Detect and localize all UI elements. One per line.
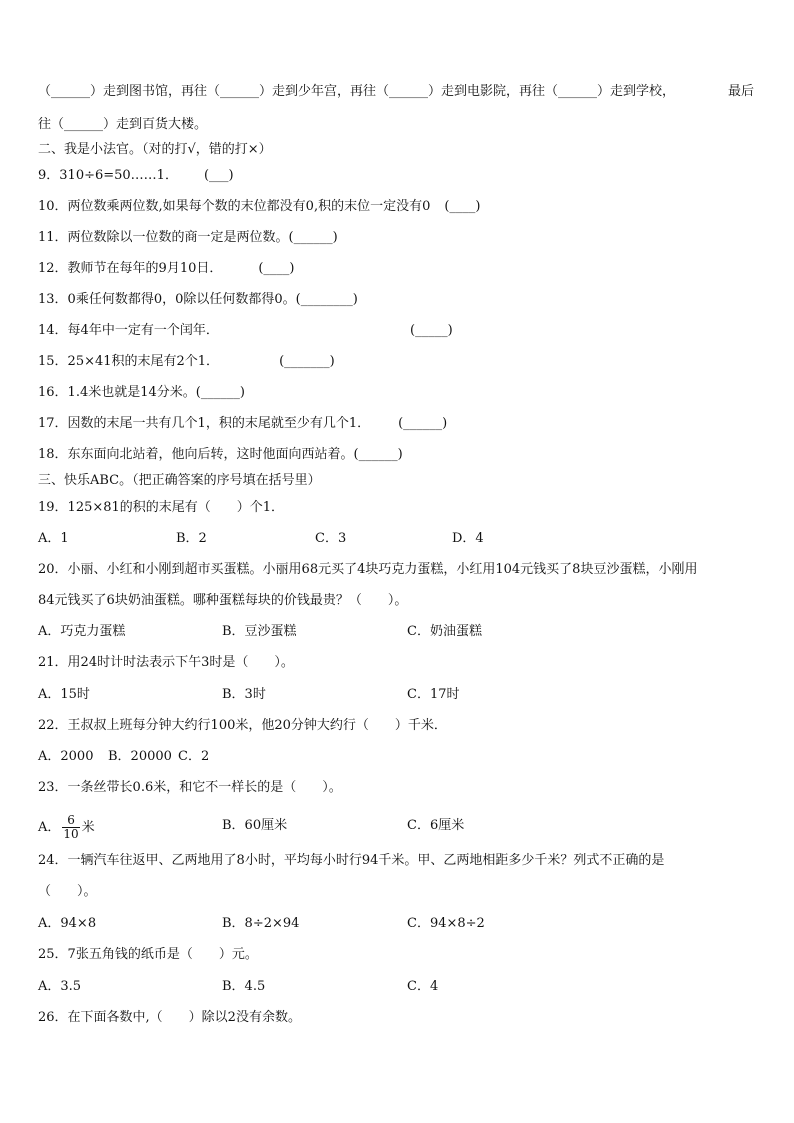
answer-blank[interactable]: (____) <box>444 199 481 214</box>
option-c[interactable]: C．2 <box>178 749 210 764</box>
continuation-line-1 <box>38 84 675 100</box>
question-18: 18．东东面向北站着，他向后转，这时他面向西站着。(______) <box>38 447 403 462</box>
answer-blank[interactable]: (_______) <box>279 354 335 369</box>
option-a[interactable]: A．1 <box>38 531 69 546</box>
option-b[interactable]: B．4.5 <box>222 979 266 994</box>
answer-blank[interactable]: (______) <box>288 230 338 245</box>
question-26: 26．在下面各数中,（ ）除以2没有余数。 <box>38 1010 301 1025</box>
question-22-options <box>38 748 758 766</box>
question-24-line-2: （ ）。 <box>38 884 97 899</box>
option-c[interactable]: C．4 <box>407 979 439 994</box>
question-20-line-2: 84元钱买了6块奶油蛋糕。哪种蛋糕每块的价钱最贵？（ ）。 <box>38 593 408 608</box>
answer-blank[interactable]: (____) <box>258 261 295 276</box>
question-12: 12．教师节在每年的9月10日． (____) <box>38 261 295 276</box>
option-c[interactable]: C．94×8÷2 <box>407 916 485 931</box>
answer-blank[interactable]: (________) <box>295 292 358 307</box>
question-19-options <box>38 530 758 548</box>
continuation-line-2: 往（______）走到百货大楼。 <box>38 117 208 132</box>
section-heading-judge: 二、我是小法官。（对的打√，错的打×） <box>38 142 272 157</box>
question-21: 21．用24时计时法表示下午3时是（ ）。 <box>38 655 294 670</box>
option-c[interactable]: C．3 <box>315 531 347 546</box>
question-15: 15．25×41积的末尾有2个1． (_______) <box>38 354 335 369</box>
answer-blank[interactable]: (______) <box>195 385 245 400</box>
question-23: 23．一条丝带长0.6米，和它不一样长的是（ ）。 <box>38 780 342 795</box>
continuation-text: （______）走到图书馆，再往（______）走到少年宫，再往（______）走到电影院，再往（______）走到学校， <box>38 84 676 99</box>
section-heading-choice: 三、快乐ABC。（把正确答案的序号填在括号里） <box>38 473 321 488</box>
option-d[interactable]: D．4 <box>452 531 484 546</box>
option-b[interactable]: B．3时 <box>222 687 266 702</box>
question-25: 25．7张五角钱的纸币是（ ）元。 <box>38 947 258 962</box>
option-a[interactable]: A．2000 <box>38 749 94 764</box>
continuation-line-1-end: 最后 <box>728 84 755 99</box>
question-25-options <box>38 978 758 996</box>
fraction: $\frac{6}{10}$ <box>63 813 79 841</box>
question-21-options <box>38 686 758 704</box>
option-a[interactable]: A． $\frac{6}{10}$ 米 <box>38 813 95 841</box>
option-b[interactable]: B．20000 <box>108 749 172 764</box>
question-22: 22．王叔叔上班每分钟大约行100米，他20分钟大约行（ ）千米． <box>38 718 447 733</box>
question-11: 11．两位数除以一位数的商一定是两位数。(______) <box>38 230 338 245</box>
question-10: 10．两位数乘两位数,如果每个数的末位都没有0,积的末位一定没有0 (____) <box>38 199 481 214</box>
option-a[interactable]: A．94×8 <box>38 916 97 931</box>
answer-blank[interactable]: (___) <box>203 168 234 183</box>
question-16: 16．1.4米也就是14分米。(______) <box>38 385 245 400</box>
option-a[interactable]: A．3.5 <box>38 979 82 994</box>
option-c[interactable]: C．奶油蛋糕 <box>407 624 482 639</box>
answer-blank[interactable]: (______) <box>398 416 448 431</box>
option-b[interactable]: B．8÷2×94 <box>222 916 300 931</box>
question-17: 17．因数的末尾一共有几个1，积的末尾就至少有几个1． (______) <box>38 416 448 431</box>
question-9: 9．310÷6=50……1． (___) <box>38 168 234 183</box>
answer-blank[interactable]: (_____) <box>410 323 453 338</box>
question-13: 13．0乘任何数都得0，0除以任何数都得0。(________) <box>38 292 358 307</box>
question-20-line-1: 20．小丽、小红和小刚到超市买蛋糕。小丽用68元买了4块巧克力蛋糕，小红用104元钱买了8块豆沙蛋糕，小刚用 <box>38 562 698 577</box>
option-b[interactable]: B．60厘米 <box>222 818 288 833</box>
question-24-line-1: 24．一辆汽车往返甲、乙两地用了8小时，平均每小时行94千米。甲、乙两地相距多少千米？列式不正确的是 <box>38 853 665 868</box>
question-19: 19．125×81的积的末尾有（ ）个1． <box>38 500 285 515</box>
option-b[interactable]: B．2 <box>176 531 207 546</box>
answer-blank[interactable]: (______) <box>353 447 403 462</box>
option-a[interactable]: A．巧克力蛋糕 <box>38 624 126 639</box>
option-c[interactable]: C．17时 <box>407 687 460 702</box>
question-14: 14．每4年中一定有一个闰年． <box>38 323 219 338</box>
question-20-options <box>38 623 758 641</box>
option-b[interactable]: B．豆沙蛋糕 <box>222 624 297 639</box>
option-c[interactable]: C．6厘米 <box>407 818 465 833</box>
question-23-options <box>38 814 758 846</box>
option-a[interactable]: A．15时 <box>38 687 90 702</box>
question-24-options <box>38 915 758 933</box>
